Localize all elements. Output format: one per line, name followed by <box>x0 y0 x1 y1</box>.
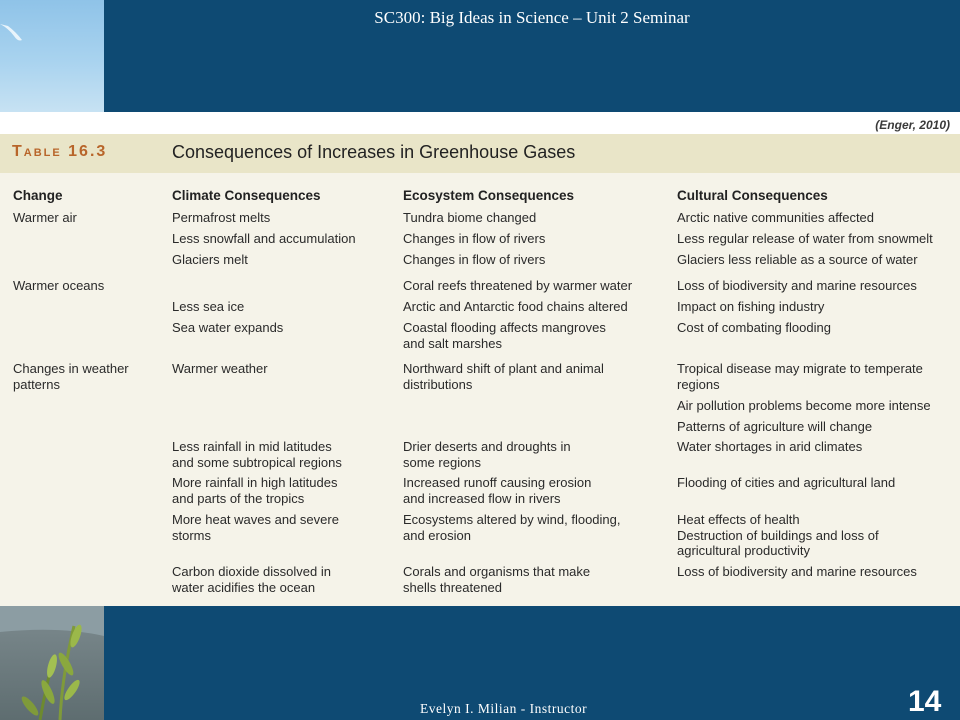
change-cell: Warmer air <box>13 210 77 225</box>
climate-cell: Sea water expands <box>172 320 284 335</box>
column-header-ecosystem: Ecosystem Consequences <box>403 188 575 203</box>
cultural-cell: regions <box>677 376 720 392</box>
cultural-cell: Loss of biodiversity and marine resources <box>677 564 917 579</box>
climate-cell: and some subtropical regions <box>172 454 342 470</box>
climate-cell: Less snowfall and accumulation <box>172 231 356 246</box>
column-header-change: Change <box>13 188 63 203</box>
plant-graphic <box>0 606 104 720</box>
ecosystem-cell: some regions <box>403 454 482 470</box>
slide-number: 14 <box>908 685 942 718</box>
cultural-cell: Less regular release of water from snowmelt <box>677 231 933 246</box>
climate-cell: Carbon dioxide dissolved in <box>172 564 331 579</box>
column-header-climate: Climate Consequences <box>172 188 321 203</box>
ecosystem-cell: Ecosystems altered by wind, flooding, <box>403 512 621 527</box>
cultural-cell: Cost of combating flooding <box>677 320 831 335</box>
table-title: Consequences of Increases in Greenhouse Gases <box>172 142 576 162</box>
ecosystem-cell: Tundra biome changed <box>403 210 537 225</box>
ecosystem-cell: distributions <box>403 376 473 392</box>
climate-cell: Less sea ice <box>172 299 245 314</box>
cultural-cell: Flooding of cities and agricultural land <box>677 475 896 490</box>
change-cell: Warmer oceans <box>13 278 105 293</box>
cloud-graphic <box>0 14 30 44</box>
ecosystem-cell: and erosion <box>403 527 471 543</box>
source-credit: (Enger, 2010) <box>875 118 950 132</box>
table-number: Table 16.3 <box>12 143 108 160</box>
climate-cell: Glaciers melt <box>172 252 248 267</box>
cultural-cell: Heat effects of health <box>677 512 800 527</box>
change-cell: patterns <box>13 376 60 392</box>
ecosystem-cell: Drier deserts and droughts in <box>403 439 571 454</box>
plant-photo <box>0 606 104 720</box>
cultural-cell: Patterns of agriculture will change <box>677 419 873 434</box>
ecosystem-cell: Coral reefs threatened by warmer water <box>403 278 633 293</box>
table-image <box>0 112 960 606</box>
cultural-cell: Air pollution problems become more intense <box>677 398 931 413</box>
cultural-cell: Destruction of buildings and loss of <box>677 527 879 543</box>
climate-cell: Permafrost melts <box>172 210 271 225</box>
cultural-cell: Impact on fishing industry <box>677 299 825 314</box>
ecosystem-cell: Changes in flow of rivers <box>403 231 546 246</box>
climate-cell: storms <box>172 527 211 543</box>
slide-title: SC300: Big Ideas in Science – Unit 2 Seminar <box>374 8 690 27</box>
ecosystem-cell: Corals and organisms that make <box>403 564 591 579</box>
climate-cell: More heat waves and severe <box>172 512 339 527</box>
climate-cell: Warmer weather <box>172 361 268 376</box>
change-cell: Changes in weather <box>13 361 129 376</box>
credit-strip <box>0 112 960 134</box>
ecosystem-cell: Coastal flooding affects mangroves <box>403 320 606 335</box>
ecosystem-cell: shells threatened <box>403 579 503 595</box>
ecosystem-cell: Arctic and Antarctic food chains altered <box>403 299 628 314</box>
ecosystem-cell: Northward shift of plant and animal <box>403 361 604 376</box>
ecosystem-cell: and increased flow in rivers <box>403 490 561 506</box>
cultural-cell: Arctic native communities affected <box>677 210 875 225</box>
slide-header <box>104 0 960 112</box>
cultural-cell: agricultural productivity <box>677 543 810 558</box>
climate-cell: More rainfall in high latitudes <box>172 475 338 490</box>
cultural-cell: Tropical disease may migrate to temperate <box>677 361 923 376</box>
climate-cell: and parts of the tropics <box>172 490 305 506</box>
cultural-cell: Glaciers less reliable as a source of water <box>677 252 918 267</box>
climate-cell: Less rainfall in mid latitudes <box>172 439 332 454</box>
table-title-bar <box>0 134 960 173</box>
column-header-cultural: Cultural Consequences <box>677 188 828 203</box>
climate-cell: water acidifies the ocean <box>172 579 316 595</box>
ecosystem-cell: and salt marshes <box>403 335 502 351</box>
ecosystem-cell: Changes in flow of rivers <box>403 252 546 267</box>
cultural-cell: Loss of biodiversity and marine resources <box>677 278 917 293</box>
instructor-name: Evelyn I. Milian - Instructor <box>420 701 588 716</box>
ecosystem-cell: Increased runoff causing erosion <box>403 475 592 490</box>
cultural-cell: Water shortages in arid climates <box>677 439 863 454</box>
sky-photo <box>0 0 104 112</box>
